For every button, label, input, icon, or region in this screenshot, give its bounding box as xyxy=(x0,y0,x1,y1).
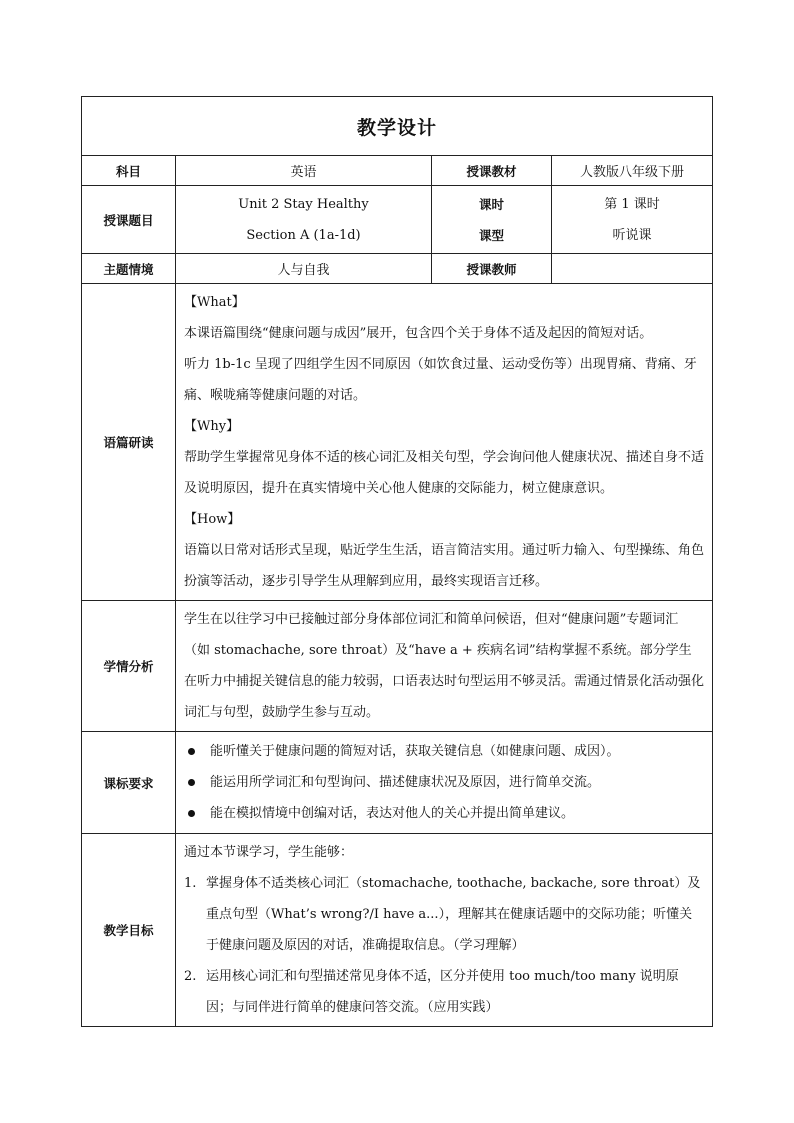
period-type-labels xyxy=(432,186,552,254)
period-type-values xyxy=(552,186,713,254)
topic-line-1: Unit 2 Stay Healthy xyxy=(238,196,369,212)
list-item xyxy=(184,798,704,829)
analysis-content xyxy=(176,284,713,601)
teacher-value xyxy=(552,254,713,284)
period-value: 第 1 课时 xyxy=(604,196,660,212)
topic-line-2: Section A (1a-1d) xyxy=(246,227,361,243)
standard-text: 能听懂关于健康问题的简短对话，获取关键信息（如健康问题、成因）。 xyxy=(210,744,620,759)
topic-label: 授课题目 xyxy=(82,186,176,254)
analysis-label: 语篇研读 xyxy=(82,284,176,601)
how-paragraph: 语篇以日常对话形式呈现，贴近学生生活，语言简洁实用。通过听力输入、句型操练、角色扮演等活动，逐步引导学生从理解到应用，最终实现语言迁移。 xyxy=(184,543,705,589)
what-paragraph-1: 本课语篇围绕“健康问题与成因”展开，包含四个关于身体不适及起因的简短对话。 xyxy=(184,326,653,341)
list-item xyxy=(184,868,704,961)
topic-value xyxy=(176,186,432,254)
bullet-icon xyxy=(188,779,195,786)
standard-text: 能在模拟情境中创编对话，表达对他人的关心并提出简单建议。 xyxy=(210,806,575,821)
what-paragraph-2: 听力 1b-1c 呈现了四组学生因不同原因（如饮食过量、运动受伤等）出现胃痛、背痛、牙痛、喉咙痛等健康问题的对话。 xyxy=(184,357,697,403)
objective-text: 掌握身体不适类核心词汇（stomachache, toothache, backache, sore throat）及重点句型（What’s wrong?/I have a...），理解其在健康话题中的交际功能；听懂关于健康问题及原因的对话，准确提取信息。（学习理解） xyxy=(206,876,701,953)
why-paragraph: 帮助学生掌握常见身体不适的核心词汇及相关句型，学会询问他人健康状况、描述自身不适及说明原因，提升在真实情境中关心他人健康的交际能力，树立健康意识。 xyxy=(184,450,705,496)
type-value: 听说课 xyxy=(612,227,652,243)
subject-label: 科目 xyxy=(82,156,176,186)
bullet-icon xyxy=(188,810,195,817)
theme-label: 主题情境 xyxy=(82,254,176,284)
theme-value: 人与自我 xyxy=(176,254,432,284)
why-heading: 【Why】 xyxy=(184,419,240,434)
teacher-label: 授课教师 xyxy=(432,254,552,284)
objectives-content xyxy=(176,834,713,1027)
objective-text: 运用核心词汇和句型描述常见身体不适，区分并使用 too much/too many 说明原因；与同伴进行简单的健康问答交流。（应用实践） xyxy=(206,969,679,1015)
objectives-intro: 通过本节课学习，学生能够： xyxy=(184,845,354,860)
list-item xyxy=(184,767,704,798)
item-number: 2. xyxy=(184,969,197,984)
bullet-icon xyxy=(188,748,195,755)
objectives-list xyxy=(184,868,704,1023)
standard-text: 能运用所学词汇和句型询问、描述健康状况及原因，进行简单交流。 xyxy=(210,775,601,790)
what-heading: 【What】 xyxy=(184,295,245,310)
material-value: 人教版八年级下册 xyxy=(552,156,713,186)
learners-text: 学生在以往学习中已接触过部分身体部位词汇和简单问候语，但对“健康问题”专题词汇（如 stomachache, sore throat）及“have a + 疾病名词”结构掌握不系统。部分学生在听力中捕捉关键信息的能力较弱，口语表达时句型运用不够灵活。需通过情景化活动强化词汇与句型，鼓励学生参与互动。 xyxy=(176,601,713,732)
list-item xyxy=(184,736,704,767)
page-title: 教学设计 xyxy=(82,97,713,156)
how-heading: 【How】 xyxy=(184,512,241,527)
standards-list xyxy=(184,732,704,833)
subject-value: 英语 xyxy=(176,156,432,186)
learners-label: 学情分析 xyxy=(82,601,176,732)
standards-label: 课标要求 xyxy=(82,732,176,834)
lesson-plan-table xyxy=(81,96,713,1027)
standards-content xyxy=(176,732,713,834)
type-label: 课型 xyxy=(478,227,504,243)
period-label: 课时 xyxy=(478,196,504,212)
objectives-label: 教学目标 xyxy=(82,834,176,1027)
list-item xyxy=(184,961,704,1023)
material-label: 授课教材 xyxy=(432,156,552,186)
item-number: 1. xyxy=(184,876,197,891)
